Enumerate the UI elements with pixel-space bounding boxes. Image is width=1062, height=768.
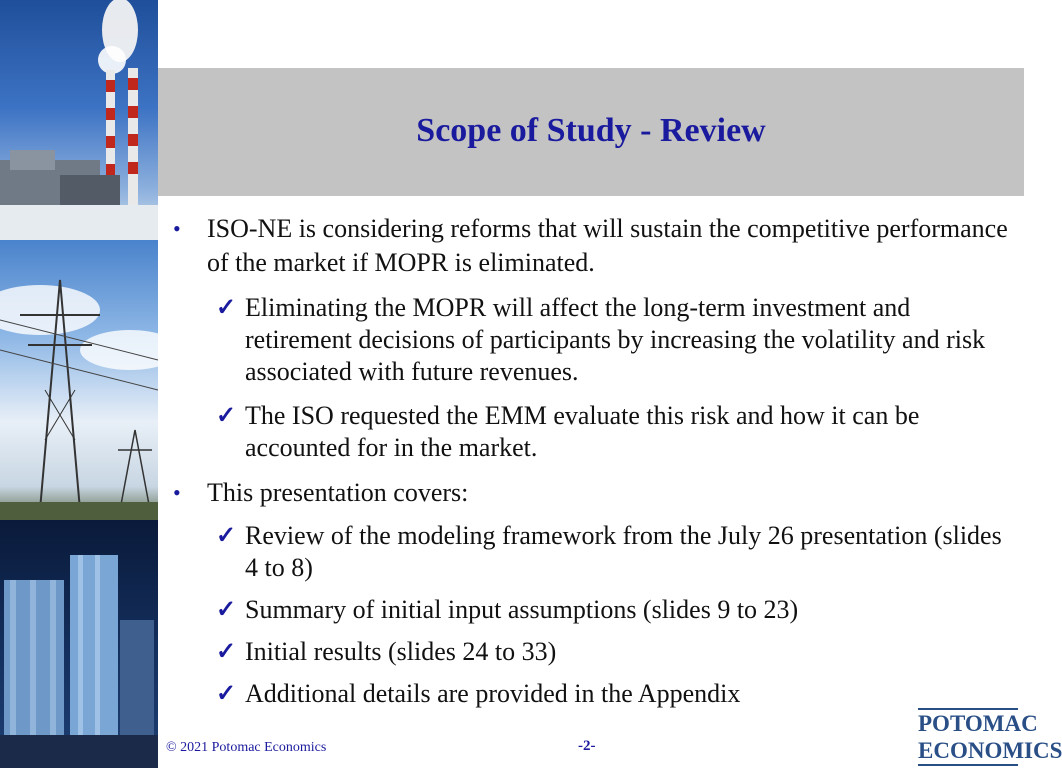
transmission-towers-image bbox=[0, 240, 158, 520]
checkmark-icon: ✓ bbox=[216, 597, 237, 623]
slide-content bbox=[170, 210, 1015, 710]
copyright-text: © 2021 Potomac Economics bbox=[166, 740, 327, 755]
potomac-economics-logo bbox=[918, 708, 1062, 766]
city-skyscrapers-image bbox=[0, 520, 158, 768]
sidebar-images bbox=[0, 0, 158, 768]
bullet-icon: • bbox=[173, 216, 181, 241]
sub-bullet-item bbox=[170, 678, 1015, 710]
sub-bullet-text: The ISO requested the EMM evaluate this risk and how it can be accounted for in the market. bbox=[245, 401, 920, 462]
sub-bullet-item bbox=[170, 520, 1015, 584]
logo-line-1: POTOMAC bbox=[918, 708, 1018, 737]
sub-bullet-item bbox=[170, 292, 1015, 388]
checkmark-icon: ✓ bbox=[216, 681, 237, 707]
sub-bullet-text: Additional details are provided in the Appendix bbox=[245, 679, 741, 708]
checkmark-icon: ✓ bbox=[216, 403, 237, 429]
sub-bullet-item bbox=[170, 636, 1015, 668]
checkmark-icon: ✓ bbox=[216, 295, 237, 321]
bullet-icon: • bbox=[173, 480, 181, 505]
sub-bullet-text: Review of the modeling framework from the July 26 presentation (slides 4 to 8) bbox=[245, 521, 1002, 582]
title-band bbox=[158, 68, 1024, 196]
logo-line-2: ECONOMICS bbox=[918, 737, 1018, 766]
power-plant-image bbox=[0, 0, 158, 240]
page-number: -2- bbox=[578, 738, 596, 754]
sub-bullet-item bbox=[170, 400, 1015, 464]
bullet-text: This presentation covers: bbox=[207, 478, 469, 507]
sub-bullet-text: Summary of initial input assumptions (slides 9 to 23) bbox=[245, 595, 799, 624]
sub-bullet-text: Initial results (slides 24 to 33) bbox=[245, 637, 557, 666]
checkmark-icon: ✓ bbox=[216, 639, 237, 665]
slide-title: Scope of Study - Review bbox=[416, 112, 766, 149]
bullet-item bbox=[170, 212, 1015, 280]
checkmark-icon: ✓ bbox=[216, 523, 237, 549]
sub-bullet-item bbox=[170, 594, 1015, 626]
bullet-text: ISO-NE is considering reforms that will sustain the competitive performance of the market if MOPR is eliminated. bbox=[207, 214, 1008, 277]
sub-bullet-text: Eliminating the MOPR will affect the long-term investment and retirement decisions of participants by increasing the volatility and risk associated with future revenues. bbox=[245, 293, 986, 386]
bullet-item bbox=[170, 476, 1015, 510]
